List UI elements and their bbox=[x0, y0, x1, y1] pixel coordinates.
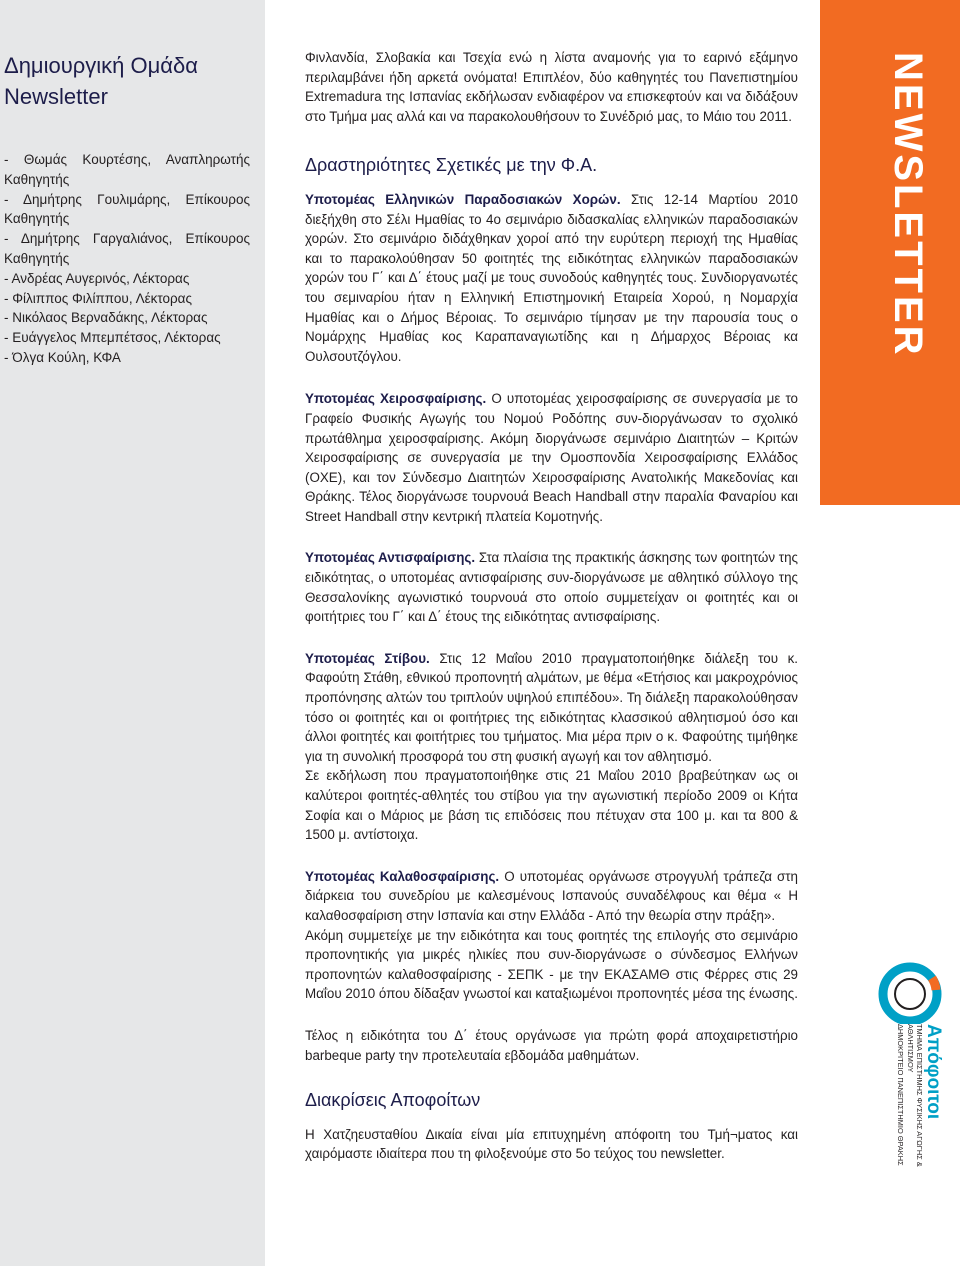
team-member: - Νικόλαος Βερναδάκης, Λέκτορας bbox=[4, 310, 208, 326]
dance-heading: Υποτομέας Ελληνικών Παραδοσιακών Χορών. bbox=[305, 191, 621, 207]
dance-paragraph bbox=[305, 190, 798, 366]
section-heading-alumni: Διακρίσεις Αποφοίτων bbox=[305, 1090, 481, 1111]
tennis-heading: Υποτομέας Αντισφαίρισης. bbox=[305, 550, 476, 566]
alumni-logo-icon bbox=[872, 962, 954, 1024]
team-members-list bbox=[4, 150, 250, 368]
tennis-text: Στα πλαίσια της πρακτικής άσκησης των φοιτητών της ειδικότητας, ο υποτομέας αντισφαίρισης συν-διοργάνωσε με αθλητικό σύλλογο της Θεσσαλονίκης αγωνιστικό τουρνουά στο οποίο συμμετείχαν οι φοιτητές και οι φοιτήτριες του Γ΄ και Δ΄ έτους της ειδικότητας αντισφαίρισης. bbox=[305, 550, 798, 625]
team-member: - Δημήτρης Γουλιμάρης, Επίκουρος Καθηγητής bbox=[4, 191, 250, 227]
barbeque-paragraph: Τέλος η ειδικότητα του Δ΄ έτους οργάνωσε για πρώτη φορά αποχαιρετιστήριο barbeque party την προτελευταία εβδομάδα μαθημάτων. bbox=[305, 1027, 798, 1063]
alumni-logo bbox=[872, 962, 954, 1182]
section-heading-activities: Δραστηριότητες Σχετικές με την Φ.Α. bbox=[305, 155, 598, 176]
logo-department: ΤΜΗΜΑ ΕΠΙΣΤΗΜΗΣ ΦΥΣΙΚΗΣ ΑΓΩΓΗΣ & ΑΘΛΗΤΙΣΜΟΥ bbox=[906, 1024, 924, 1167]
track-text: Στις 12 Μαΐου 2010 πραγματοποιήθηκε διάλεξη του κ. Φαφούτη Στάθη, εθνικού προπονητή αλμάτων, με θέμα «Ετήσιος και μακροχρόνιος προπόνησης αλτών του τριπλούν υψηλού επιπέδου». Τη διάλεξη παρακολούθησαν τόσο οι φοιτητές και οι φοιτήτριες της ειδικότητας κλασσικού αθλητισμού όσο και άλλοι φοιτητές και φοιτήτριες του τμήματος. Μια μέρα πριν ο κ. Φαφούτης τιμήθηκε για τη συνολική προσφορά του στη φυσική αγωγή και τον αθλητισμό. bbox=[305, 650, 799, 764]
logo-title: Απόφοιτοι bbox=[923, 1024, 944, 1120]
sidebar-title-line1: Δημιουργική Ομάδα bbox=[4, 53, 198, 78]
team-member: - Θωμάς Κουρτέσης, Αναπληρωτής Καθηγητής bbox=[4, 152, 250, 187]
team-member: - Ανδρέας Αυγερινός, Λέκτορας bbox=[4, 270, 190, 286]
dance-text: Στις 12-14 Μαρτίου 2010 διεξήχθη στο Σέλι Ημαθίας το 4ο σεμινάριο διδασκαλίας ελληνικών παραδοσιακών χορών. Στο σεμινάριο διδάχθηκαν χοροί από την ευρύτερη περιοχή της Ημαθίας και το παρακολούθησαν 50 φοιτητές της ειδικότητας ελληνικών παραδοσιακών χορών του Γ΄ και Δ΄ έτους μαζί με τους συνοδούς καθηγητές τους. Συνδιοργανωτές του σεμιναρίου ήταν η Ελληνική Επιστημονική Εταιρεία Χορού, η Νομαρχία Ημαθίας και ο Δήμος Βέροιας. Το σεμινάριο τίμησαν με την παρουσία τους ο Νομάρχης Ημαθίας κος Καραπαναγιωτίδης και η Δήμαρχος Βέροιας κα Ουλσουτζόγλου. bbox=[305, 191, 798, 364]
team-member: - Όλγα Κούλη, ΚΦΑ bbox=[4, 349, 121, 365]
handball-text: Ο υποτομέας χειροσφαίρισης σε συνεργασία με το Γραφείο Φυσικής Αγωγής του Νομού Ροδόπης συν-διοργάνωσαν το σχολικό πρωτάθλημα χειροσφαίρισης. Ακόμη διοργάνωσε σεμινάριο Διαιτητών – Κριτών Χειροσφαίρισης σε συνεργασία με την Ομοσπονδία Χειροσφαίρισης Ελλάδος (ΟΧΕ), και τον Σύνδεσμο Διαιτητών Χειροσφαίρισης Ανατολικής Μακεδονίας και Θράκης. Τέλος διοργάνωσε τουρνουά Beach Handball στην παραλία Φαναρίου και Street Handball στην κεντρική πλατεία Κομοτηνής. bbox=[305, 391, 798, 524]
handball-heading: Υποτομέας Χειροσφαίρισης. bbox=[305, 391, 487, 407]
alumni-paragraph: Η Χατζηευσταθίου Δικαία είναι μία επιτυχημένη απόφοιτη του Τμή¬ματος και χαιρόμαστε ιδιαίτερα που τη φιλοξενούμε στο 5ο τεύχος του newsletter. bbox=[305, 1126, 798, 1162]
team-member: - Φίλιππος Φιλίππου, Λέκτορας bbox=[4, 290, 192, 306]
newsletter-band-label: NEWSLETTER bbox=[886, 52, 930, 358]
track-paragraph-2: Σε εκδήλωση που πραγματοποιήθηκε στις 21 Μαΐου 2010 βραβεύτηκαν ως οι καλύτεροι φοιτητές-αθλητές του στίβου για την αγωνιστική περίοδο 2009 οι Κήτα Σοφία και ο Μάριος με βάση τις επιδόσεις που πέτυχαν στα 100 μ. και τα 800 & 1500 μ. αντίστοιχα. bbox=[305, 768, 798, 843]
team-member: - Δημήτρης Γαργαλιάνος, Επίκουρος Καθηγητής bbox=[4, 231, 250, 266]
track-heading: Υποτομέας Στίβου. bbox=[305, 650, 430, 666]
sidebar bbox=[0, 0, 265, 1266]
basketball-paragraph bbox=[305, 867, 798, 926]
article-body bbox=[305, 48, 798, 1164]
handball-paragraph bbox=[305, 389, 798, 526]
logo-university: ΔΗΜΟΚΡΙΤΕΙΟ ΠΑΝΕΠΙΣΤΗΜΙΟ ΘΡΑΚΗΣ bbox=[896, 1024, 905, 1166]
basketball-text: Ο υποτομέας οργάνωσε στρογγυλή τράπεζα στη διάρκεια του συνεδρίου με καλεσμένους Ισπανούς συναδέλφους και θέμα « Η καλαθοσφαίριση στην Ισπανία και στην Ελλάδα - Από την θεωρία στην πράξη». bbox=[305, 868, 799, 923]
tennis-paragraph bbox=[305, 548, 798, 626]
team-member: - Ευάγγελος Μπεμπέτσος, Λέκτορας bbox=[4, 330, 221, 346]
track-paragraph bbox=[305, 649, 798, 767]
basketball-paragraph-2: Ακόμη συμμετείχε με την ειδικότητα και τους φοιτητές της επιλογής στο σεμινάριο προπονητικής για μικρές ηλικίες που συν-διοργάνωσε ο σύνδεσμος Ελλήνων προπονητών καλαθοσφαίρισης - ΣΕΠΚ - με την ΕΚΑΣΑΜΘ στις Φέρρες στις 29 Μαΐου 2010 όπου δίδαξαν γνωστοί και καταξιωμένοι προπονητές μέσα της ένωσης. bbox=[305, 927, 798, 1002]
sidebar-title-line2: Newsletter bbox=[4, 84, 108, 109]
basketball-heading: Υποτομέας Καλαθοσφαίρισης. bbox=[305, 868, 500, 884]
sidebar-title bbox=[4, 50, 244, 112]
intro-paragraph: Φινλανδία, Σλοβακία και Τσεχία ενώ η λίστα αναμονής για το εαρινό εξάμηνο περιλαμβάνει ήδη αρκετά ονόματα! Επιπλέον, δύο καθηγητές του Πανεπιστημίου Extremadura της Ισπανίας εκδήλωσαν ενδιαφέρον να επισκεφτούν και να διδάξουν στο Τμήμα μας αλλά και να παρακολουθήσουν το Συνέδριό μας, το Μάιο του 2011. bbox=[305, 50, 798, 124]
